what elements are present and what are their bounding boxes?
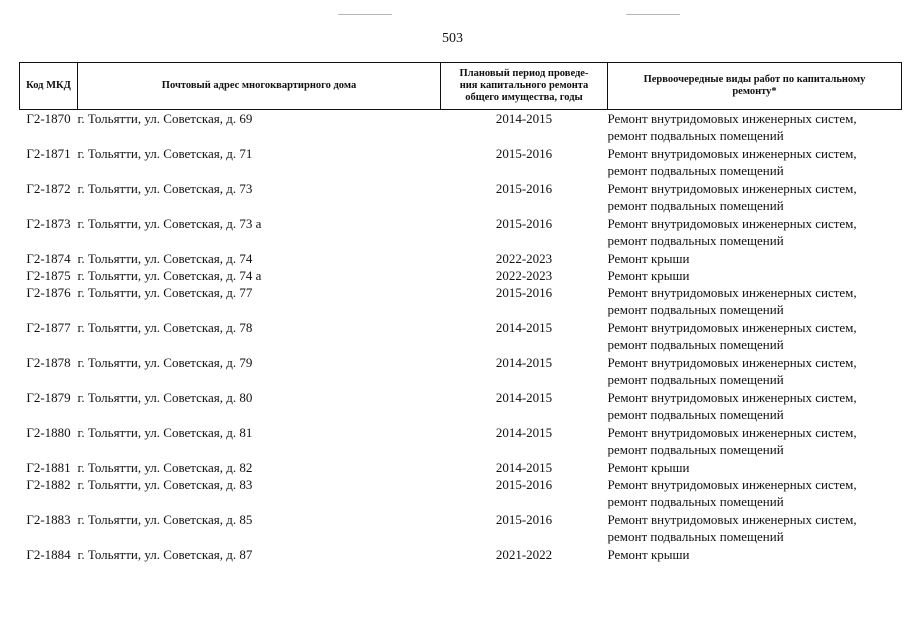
table-row [20,476,902,511]
cell-code: Г2-1875 [26,268,71,283]
table-row [20,424,902,459]
works-line: ремонт подвальных помещений [607,442,784,457]
table-row [20,319,902,354]
cell-works [608,389,902,424]
works-line: Ремонт внутридомовых инженерных систем, [607,181,857,196]
table-row [20,110,902,146]
table-header [20,63,902,110]
works-line: Ремонт внутридомовых инженерных систем, [607,477,857,492]
works-line: Ремонт внутридомовых инженерных систем, [607,111,857,126]
cell-address: г. Тольятти, ул. Советская, д. 85 [77,512,253,527]
table-row [20,215,902,250]
cell-code: Г2-1877 [26,320,71,335]
cell-code: Г2-1873 [26,216,71,231]
cell-code: Г2-1871 [26,146,71,161]
works-line: Ремонт крыши [607,251,690,266]
cell-address: г. Тольятти, ул. Советская, д. 82 [77,460,253,475]
table-row [20,180,902,215]
cell-period: 2014-2015 [495,355,553,370]
works-line: ремонт подвальных помещений [607,337,784,352]
cell-works [608,250,902,267]
table-row [20,546,902,563]
header-address: Почтовый адрес многоквартирного дома [78,63,441,110]
cell-period: 2014-2015 [495,320,553,335]
cell-works [608,180,902,215]
header-period [441,63,608,110]
cell-period: 2015-2016 [495,216,553,231]
works-line: ремонт подвальных помещений [607,407,784,422]
cell-code: Г2-1880 [26,425,71,440]
cell-period: 2015-2016 [495,181,553,196]
cell-works [608,424,902,459]
cell-works [608,354,902,389]
cell-address: г. Тольятти, ул. Советская, д. 83 [77,477,253,492]
header-period-line: Плановый период проведе- [459,68,589,79]
cell-period: 2015-2016 [495,477,553,492]
works-line: Ремонт крыши [607,460,690,475]
cell-works [608,476,902,511]
header-code: Код МКД [20,63,78,110]
cell-address: г. Тольятти, ул. Советская, д. 80 [77,390,253,405]
cell-code: Г2-1882 [26,477,71,492]
cell-code: Г2-1878 [26,355,71,370]
header-works [608,63,902,110]
cell-code: Г2-1884 [26,547,71,562]
scan-mark-right [626,14,680,15]
header-period-line: общего имущества, годы [465,92,583,103]
header-works-line: ремонту* [732,86,777,97]
cell-code: Г2-1879 [26,390,71,405]
capital-repair-table [19,62,902,563]
works-line: Ремонт внутридомовых инженерных систем, [607,146,857,161]
cell-code: Г2-1883 [26,512,71,527]
works-line: ремонт подвальных помещений [607,372,784,387]
cell-address: г. Тольятти, ул. Советская, д. 87 [77,547,253,562]
cell-period: 2015-2016 [495,512,553,527]
cell-address: г. Тольятти, ул. Советская, д. 81 [77,425,253,440]
works-line: Ремонт внутридомовых инженерных систем, [607,425,857,440]
cell-period: 2015-2016 [495,285,553,300]
cell-address: г. Тольятти, ул. Советская, д. 74 а [77,268,262,283]
cell-period: 2022-2023 [495,268,553,283]
cell-works [608,145,902,180]
table-row [20,284,902,319]
works-line: ремонт подвальных помещений [607,163,784,178]
cell-period: 2014-2015 [495,425,553,440]
cell-works [608,284,902,319]
table-row [20,354,902,389]
cell-code: Г2-1870 [26,111,71,126]
cell-period: 2022-2023 [495,251,553,266]
cell-period: 2014-2015 [495,111,553,126]
works-line: ремонт подвальных помещений [607,494,784,509]
works-line: Ремонт внутридомовых инженерных систем, [607,355,857,370]
table-row [20,250,902,267]
cell-address: г. Тольятти, ул. Советская, д. 73 а [77,216,262,231]
cell-works [608,110,902,146]
cell-period: 2021-2022 [495,547,553,562]
cell-address: г. Тольятти, ул. Советская, д. 71 [77,146,253,161]
cell-period: 2014-2015 [495,460,553,475]
works-line: ремонт подвальных помещений [607,302,784,317]
table-row [20,511,902,546]
table-row [20,459,902,476]
works-line: ремонт подвальных помещений [607,529,784,544]
cell-period: 2015-2016 [495,146,553,161]
cell-address: г. Тольятти, ул. Советская, д. 79 [77,355,253,370]
works-line: ремонт подвальных помещений [607,233,784,248]
cell-works [608,319,902,354]
works-line: Ремонт внутридомовых инженерных систем, [607,320,857,335]
table-body [20,110,902,564]
cell-works [608,511,902,546]
header-works-line: Первоочередные виды работ по капитальному [643,74,866,85]
cell-address: г. Тольятти, ул. Советская, д. 73 [77,181,253,196]
table-row [20,389,902,424]
cell-works [608,215,902,250]
table-row [20,267,902,284]
header-row [20,63,902,110]
cell-address: г. Тольятти, ул. Советская, д. 69 [77,111,253,126]
page-number: 503 [442,31,463,46]
works-line: Ремонт внутридомовых инженерных систем, [607,216,857,231]
cell-code: Г2-1876 [26,285,71,300]
cell-works [608,459,902,476]
cell-address: г. Тольятти, ул. Советская, д. 77 [77,285,253,300]
works-line: Ремонт внутридомовых инженерных систем, [607,390,857,405]
header-period-line: ния капитального ремонта [459,80,589,91]
works-line: ремонт подвальных помещений [607,198,784,213]
works-line: Ремонт крыши [607,268,690,283]
works-line: ремонт подвальных помещений [607,128,784,143]
scan-mark-left [338,14,392,15]
cell-address: г. Тольятти, ул. Советская, д. 74 [77,251,253,266]
cell-works [608,267,902,284]
cell-period: 2014-2015 [495,390,553,405]
cell-code: Г2-1881 [26,460,71,475]
cell-code: Г2-1874 [26,251,71,266]
table-row [20,145,902,180]
works-line: Ремонт крыши [607,547,690,562]
cell-address: г. Тольятти, ул. Советская, д. 78 [77,320,253,335]
cell-code: Г2-1872 [26,181,71,196]
works-line: Ремонт внутридомовых инженерных систем, [607,512,857,527]
works-line: Ремонт внутридомовых инженерных систем, [607,285,857,300]
cell-works [608,546,902,563]
